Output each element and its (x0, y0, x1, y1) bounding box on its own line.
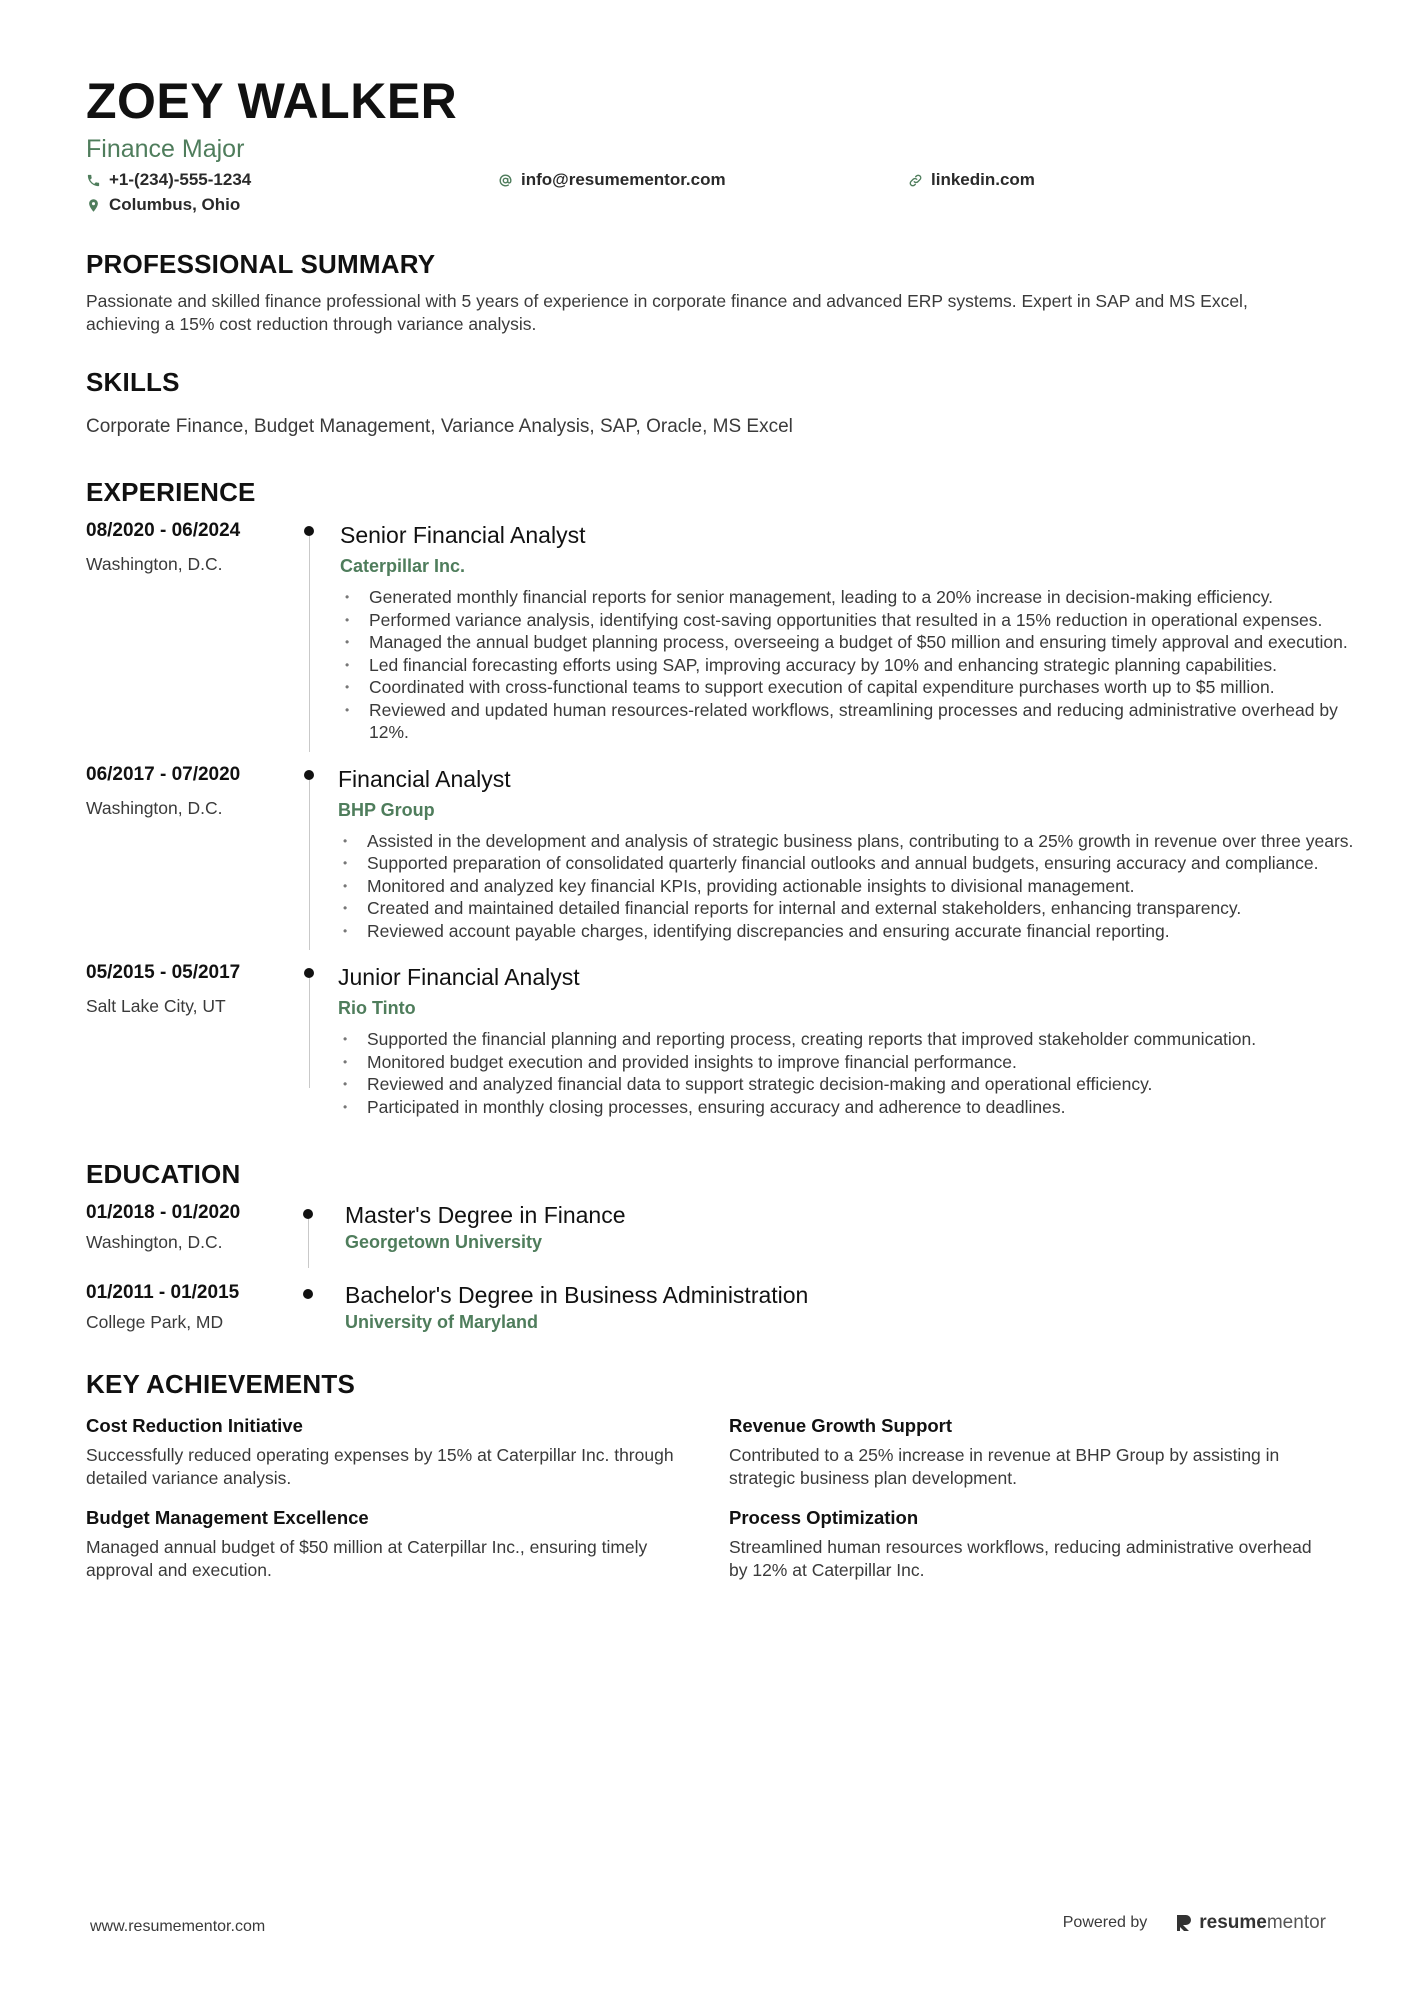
education-location: Washington, D.C. (86, 1232, 223, 1252)
experience-company: Caterpillar Inc. (340, 556, 466, 576)
timeline-dot (304, 770, 314, 780)
phone-text: +1-(234)-555-1234 (109, 170, 252, 189)
resume-page (86, 72, 1354, 1582)
experience-location: Washington, D.C. (86, 797, 223, 818)
skills-text: Corporate Finance, Budget Management, Variance Analysis, SAP, Oracle, MS Excel (86, 416, 793, 437)
list-item: • Reviewed account payable charges, identifying discrepancies and ensuring accurate financial reporting. (338, 920, 1367, 943)
achievement-item (729, 1506, 1329, 1582)
experience-bullets (340, 586, 1369, 744)
achievement-title: Revenue Growth Support (729, 1415, 953, 1436)
experience-location: Salt Lake City, UT (86, 996, 226, 1016)
timeline-line (309, 780, 311, 951)
education-degree: Bachelor's Degree in Business Administration (345, 1282, 809, 1308)
phone-icon (86, 173, 101, 188)
experience-bullets (338, 830, 1367, 943)
contact-info (86, 168, 1326, 224)
education-location: College Park, MD (86, 1312, 224, 1332)
timeline-rail (303, 518, 343, 744)
timeline-rail (303, 1280, 345, 1334)
experience-bullets (338, 1028, 1367, 1118)
experience-role: Junior Financial Analyst (338, 964, 580, 990)
timeline-dot (303, 1209, 313, 1219)
timeline-rail (303, 1200, 345, 1254)
education-dates: 01/2011 - 01/2015 (86, 1282, 240, 1303)
experience-entry (86, 762, 1354, 943)
achievement-item (86, 1506, 729, 1582)
timeline-line (308, 1219, 310, 1268)
achievements-heading: KEY ACHIEVEMENTS (86, 1369, 356, 1399)
timeline-line (309, 978, 311, 1088)
timeline-line (309, 536, 311, 752)
timeline-rail (303, 762, 343, 943)
timeline-dot (304, 526, 314, 536)
education-degree: Master's Degree in Finance (345, 1202, 626, 1228)
brand-name-bold: resume (1199, 1912, 1267, 1933)
experience-heading: EXPERIENCE (86, 477, 256, 507)
list-item: • Led financial forecasting efforts using SAP, improving accuracy by 10% and enhancing strategic planning capabilities. (340, 654, 1369, 677)
achievement-title: Cost Reduction Initiative (86, 1415, 303, 1436)
location-text: Columbus, Ohio (109, 195, 241, 214)
summary-text: Passionate and skilled finance professional with 5 years of experience in corporate finance and advanced ERP systems. Expert in SAP and MS Excel, achieving a 15% cost reduction through variance analysis. (86, 291, 1248, 334)
candidate-name: ZOEY WALKER (86, 73, 458, 129)
list-item: • Managed the annual budget planning process, overseeing a budget of $50 million and ensuring timely approval and execution. (340, 631, 1369, 654)
achievements-grid (86, 1414, 1326, 1582)
skills-section (86, 366, 1326, 440)
experience-location: Washington, D.C. (86, 554, 223, 574)
achievement-item (86, 1414, 729, 1490)
experience-timeline (86, 518, 1354, 1118)
link-icon (908, 173, 923, 188)
achievement-desc: Contributed to a 25% increase in revenue at BHP Group by assisting in strategic business plan development. (729, 1445, 1280, 1488)
contact-location (86, 193, 240, 217)
achievement-desc: Successfully reduced operating expenses by 15% at Caterpillar Inc. through detailed variance analysis. (86, 1445, 674, 1488)
achievement-title: Process Optimization (729, 1507, 919, 1528)
timeline-dot (304, 968, 314, 978)
experience-company: Rio Tinto (338, 998, 416, 1018)
experience-company: BHP Group (338, 799, 435, 820)
summary-section (86, 248, 1326, 336)
education-school: Georgetown University (345, 1232, 543, 1252)
education-entry (86, 1280, 1326, 1334)
resumementor-logo-icon (1175, 1913, 1193, 1933)
education-dates: 01/2018 - 01/2020 (86, 1202, 241, 1223)
experience-dates: 06/2017 - 07/2020 (86, 763, 241, 785)
experience-dates: 08/2020 - 06/2024 (86, 520, 241, 541)
footer-website[interactable]: www.resumementor.com (90, 1918, 266, 1935)
list-item: • Generated monthly financial reports for senior management, leading to a 20% increase in decision-making efficiency. (340, 586, 1369, 609)
experience-dates: 05/2015 - 05/2017 (86, 962, 241, 983)
achievement-desc: Managed annual budget of $50 million at Caterpillar Inc., ensuring timely approval and execution. (86, 1537, 648, 1580)
list-item: • Reviewed and analyzed financial data to support strategic decision-making and operational efficiency. (338, 1073, 1367, 1096)
skills-heading: SKILLS (86, 367, 180, 397)
list-item: • Reviewed and updated human resources-related workflows, streamlining processes and reducing administrative overhead by 12%. (340, 699, 1369, 744)
experience-entry (86, 960, 1326, 1118)
list-item: • Supported the financial planning and reporting process, creating reports that improved stakeholder communication. (338, 1028, 1367, 1051)
list-item: • Performed variance analysis, identifying cost-saving opportunities that resulted in a 15% reduction in operational expenses. (340, 609, 1369, 632)
achievement-item (729, 1414, 1329, 1490)
list-item: • Assisted in the development and analysis of strategic business plans, contributing to a 25% growth in revenue over three years. (338, 830, 1367, 853)
powered-by-label: Powered by (1062, 1914, 1148, 1931)
brand-logo[interactable] (1175, 1912, 1326, 1934)
brand-name-light: mentor (1266, 1912, 1326, 1933)
experience-section (86, 476, 1354, 1118)
achievements-section (86, 1368, 1326, 1582)
email-text: info@resumementor.com (521, 170, 726, 189)
contact-email[interactable] (498, 168, 726, 192)
education-entry (86, 1200, 1326, 1254)
candidate-title: Finance Major (86, 135, 245, 163)
list-item: • Coordinated with cross-functional teams to support execution of capital expenditure purchases worth up to $5 million. (340, 676, 1369, 699)
list-item: • Supported preparation of consolidated quarterly financial outlooks and annual budgets, ensuring accuracy and compliance. (338, 852, 1367, 875)
education-heading: EDUCATION (86, 1159, 241, 1189)
list-item: • Created and maintained detailed financial reports for internal and external stakeholders, enhancing transparency. (338, 897, 1367, 920)
achievement-desc: Streamlined human resources workflows, reducing administrative overhead by 12% at Caterpillar Inc. (729, 1537, 1312, 1580)
footer-branding (1063, 1912, 1326, 1934)
education-section (86, 1158, 1326, 1334)
contact-phone[interactable] (86, 168, 251, 192)
experience-role: Financial Analyst (338, 765, 511, 792)
linkedin-text: linkedin.com (931, 170, 1035, 189)
achievement-title: Budget Management Excellence (86, 1507, 369, 1528)
contact-linkedin[interactable] (908, 168, 1035, 192)
at-icon (498, 173, 513, 188)
location-pin-icon (86, 198, 101, 213)
education-school: University of Maryland (345, 1312, 539, 1332)
timeline-dot (303, 1289, 313, 1299)
list-item: • Participated in monthly closing processes, ensuring accuracy and adherence to deadlines. (338, 1096, 1367, 1119)
experience-role: Senior Financial Analyst (340, 522, 586, 548)
list-item: • Monitored budget execution and provided insights to improve financial performance. (338, 1051, 1367, 1074)
timeline-rail (303, 960, 343, 1118)
experience-entry (86, 518, 1348, 744)
summary-heading: PROFESSIONAL SUMMARY (86, 249, 436, 279)
list-item: • Monitored and analyzed key financial KPIs, providing actionable insights to divisional management. (338, 875, 1367, 898)
